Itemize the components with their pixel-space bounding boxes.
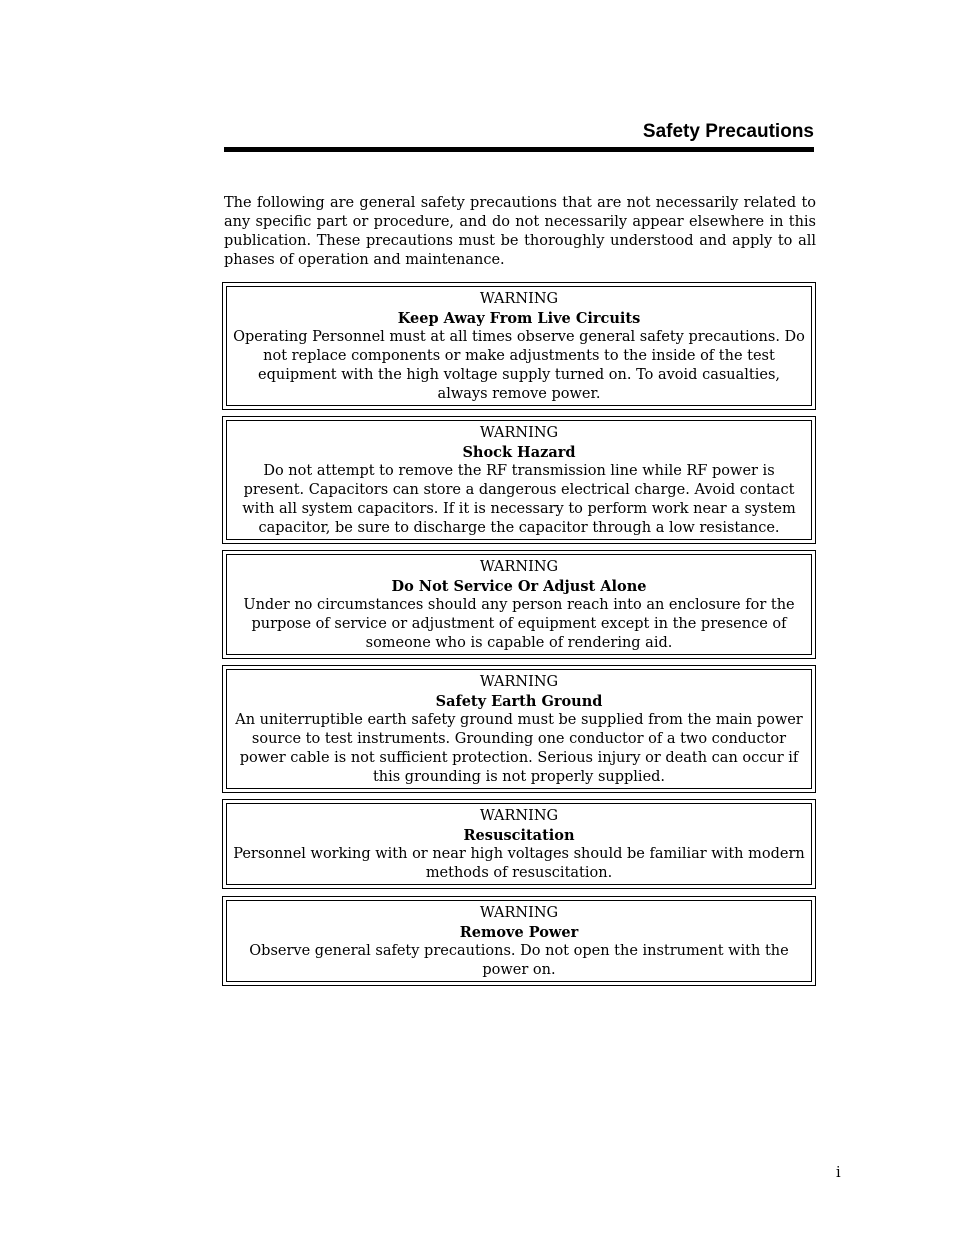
warning-box-earth-ground: [222, 665, 816, 793]
warning-body: An uniterruptible earth safety ground must be supplied from the main power source to test instruments. Grounding one conductor of a two conductor power cable is not sufficient protection. Serious injury or death can occur if this grounding is not properly supplied.: [235, 712, 803, 785]
warning-box-remove-power: [222, 896, 816, 986]
warning-label: WARNING: [479, 425, 559, 441]
warning-inner: [226, 669, 812, 789]
warning-label: WARNING: [479, 905, 559, 921]
warning-inner: [226, 803, 812, 885]
warning-title: Safety Earth Ground: [435, 693, 603, 710]
page-title: Safety Precautions: [642, 121, 814, 142]
warning-title: Do Not Service Or Adjust Alone: [391, 578, 647, 595]
warning-box-live-circuits: [222, 282, 816, 410]
warning-body: Observe general safety precautions. Do not open the instrument with the power on.: [249, 943, 789, 978]
warning-label: WARNING: [479, 674, 559, 690]
warning-body: Do not attempt to remove the RF transmission line while RF power is present. Capacitors can store a dangerous electrical charge. Avoid contact with all system capacitors. If it is necessary to perform work near a system capacitor, be sure to discharge the capacitor through a low resistance.: [242, 463, 796, 536]
warning-label: WARNING: [479, 808, 559, 824]
warning-body: Operating Personnel must at all times observe general safety precautions. Do not replace components or make adjustments to the inside of the test equipment with the high voltage supply turned on. To avoid casualties, always remove power.: [233, 329, 805, 402]
warning-title: Shock Hazard: [462, 444, 576, 461]
warning-title: Remove Power: [459, 924, 579, 941]
intro-paragraph: The following are general safety precautions that are not necessarily related to any specific part or procedure, and do not necessarily appear elsewhere in this publication. These precautions must be thoroughly understood and apply to all phases of operation and maintenance.: [224, 195, 816, 268]
warning-title: Resuscitation: [463, 827, 575, 844]
warning-body: Personnel working with or near high voltages should be familiar with modern methods of resuscitation.: [233, 846, 805, 881]
warning-inner: [226, 286, 812, 406]
warning-label: WARNING: [479, 291, 559, 307]
warning-body: Under no circumstances should any person reach into an enclosure for the purpose of service or adjustment of equipment except in the presence of someone who is capable of rendering aid.: [243, 597, 795, 651]
warning-inner: [226, 554, 812, 655]
warning-box-shock-hazard: [222, 416, 816, 544]
page-number: i: [836, 1165, 841, 1181]
warning-inner: [226, 420, 812, 540]
warning-title: Keep Away From Live Circuits: [397, 310, 641, 327]
warning-label: WARNING: [479, 559, 559, 575]
warning-box-service-alone: [222, 550, 816, 659]
title-rule: [224, 147, 814, 152]
warning-inner: [226, 900, 812, 982]
warning-box-resuscitation: [222, 799, 816, 889]
